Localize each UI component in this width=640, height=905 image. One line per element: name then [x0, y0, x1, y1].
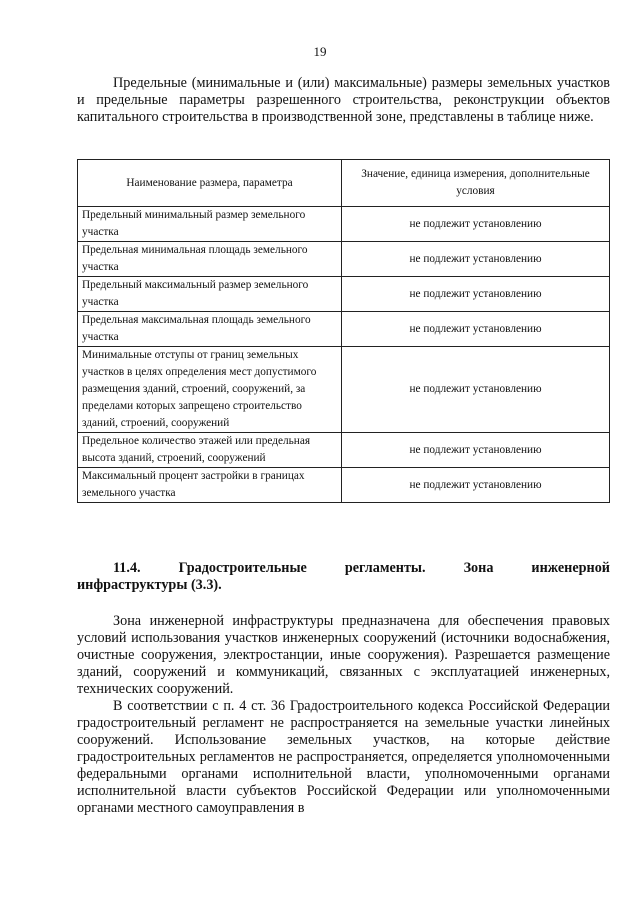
row-name: Предельная минимальная площадь земельного участка [78, 242, 342, 277]
section-heading-line1 [77, 560, 610, 577]
row-value: не подлежит установлению [342, 347, 610, 433]
row-value: не подлежит установлению [342, 207, 610, 242]
heading-word: инженерной [531, 560, 610, 576]
table-row [78, 468, 610, 503]
table-row [78, 242, 610, 277]
section-number: 11.4. [113, 560, 141, 576]
row-name: Предельный минимальный размер земельного участка [78, 207, 342, 242]
row-name: Предельная максимальная площадь земельного участка [78, 312, 342, 347]
page-number: 19 [313, 44, 327, 59]
table-row [78, 207, 610, 242]
table-header-row [78, 160, 610, 207]
row-value: не подлежит установлению [342, 312, 610, 347]
table-row [78, 433, 610, 468]
parameters-table [77, 159, 610, 503]
row-name: Минимальные отступы от границ земельных участков в целях определения мест допустимого размещения зданий, строений, сооружений, за пределами которых запрещено строительство зданий, строений, сооружений [78, 347, 342, 433]
row-value: не подлежит установлению [342, 433, 610, 468]
intro-paragraph: Предельные (минимальные и (или) максимальные) размеры земельных участков и предельные параметры разрешенного строительства, реконструкции объектов капитального строительства в производственной зоне, представлены в таблице ниже. [77, 75, 610, 125]
heading-word: Градостроительные [178, 560, 307, 576]
row-value: не подлежит установлению [342, 468, 610, 503]
body-text [77, 613, 610, 817]
heading-word: регламенты. [344, 560, 426, 576]
row-name: Предельное количество этажей или предельная высота зданий, строений, сооружений [78, 433, 342, 468]
section-heading [77, 560, 610, 594]
table-row [78, 347, 610, 433]
header-value: Значение, единица измерения, дополнительные условия [342, 160, 610, 207]
row-name: Максимальный процент застройки в границах земельного участка [78, 468, 342, 503]
row-name: Предельный максимальный размер земельного участка [78, 277, 342, 312]
row-value: не подлежит установлению [342, 242, 610, 277]
heading-word: Зона [463, 560, 494, 576]
row-value: не подлежит установлению [342, 277, 610, 312]
body-paragraph: Зона инженерной инфраструктуры предназначена для обеспечения правовых условий использования участков инженерных сооружений (источники водоснабжения, очистные сооружения, электростанции, иные сооружения). Разрешается размещение зданий, сооружений и коммуникаций, связанных с эксплуатацией инженерных, технических сооружений. [77, 613, 610, 697]
table-row [78, 312, 610, 347]
body-paragraph: В соответствии с п. 4 ст. 36 Градостроительного кодекса Российской Федерации градостроительный регламент не распространяется на земельные участки линейных сооружений. Использование земельных участков, на которые действие градостроительных регламентов не распространяется, определяется уполномоченными федеральными органами исполнительной власти, уполномоченными органами исполнительной власти субъектов Российской Федерации или уполномоченными органами местного самоуправления в [77, 698, 610, 816]
section-heading-line2: инфраструктуры (3.3). [77, 577, 222, 593]
table-row [78, 277, 610, 312]
header-name: Наименование размера, параметра [78, 160, 342, 207]
